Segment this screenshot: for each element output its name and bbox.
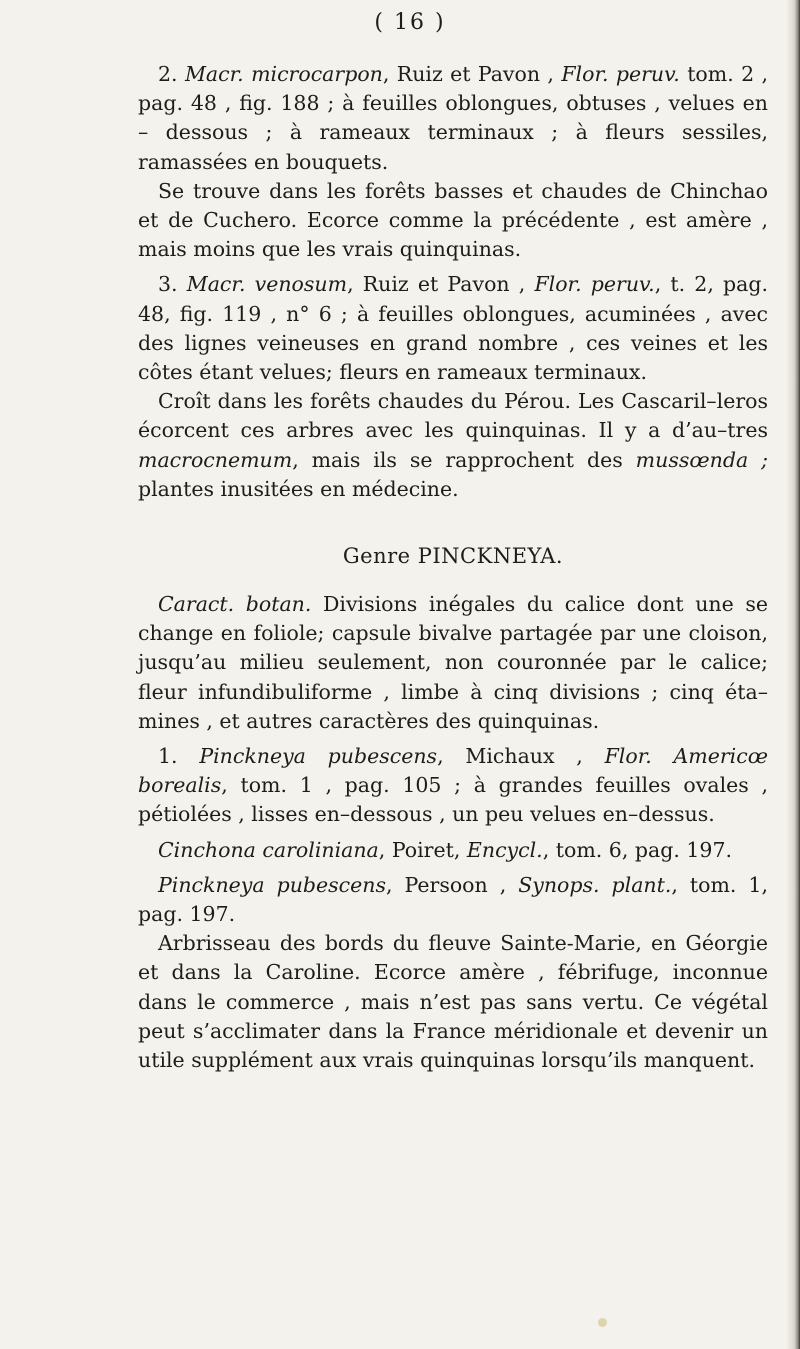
paragraph-habitat-venosum (138, 387, 768, 504)
synonym-name: Pinckneya pubescens (158, 872, 387, 897)
italic-term: mussœnda ; (635, 447, 768, 472)
italic-term: macrocnemum (138, 447, 293, 472)
synonym-name: Cinchona caroliniana (158, 837, 379, 862)
entry-text: tom. 2 , pag. 48 , fig. 188 ; à feuilles oblongues, obtuses , velues en – dessous ; à rameaux terminaux ; à fleurs sessiles, ramassées en bouquets. (138, 62, 769, 174)
paragraph-text: Divisions inégales du calice dont une se change en foliole; capsule bivalve partagée par une cloison, jusqu’au milieu seulement, non couronnée par le calice; fleur infundibuliforme , limbe à cinq divisions ; cinq éta–mines , et autres caractères des quinquinas. (138, 592, 768, 733)
synonym-pinckneya-persoon (138, 871, 768, 929)
entry-pinckneya-pubescens (138, 742, 768, 830)
species-name: venosum (254, 272, 348, 297)
reference-title: Flor. peruv. (561, 62, 680, 86)
synonym-cinchona-caroliniana (138, 836, 768, 865)
synonym-text: , Persoon , (386, 872, 507, 897)
genus-name: Macr. (184, 62, 244, 86)
entry-text: , t. 2, pag. 48, fig. 119 , n° 6 ; à feuilles oblongues, acuminées , avec des lignes veineuses en grand nombre , ces veines et les côtes étant velues; fleurs en rameaux terminaux. (138, 272, 768, 385)
reference-title: Flor. Americœ borealis (138, 744, 768, 798)
entry-macrocarpon (138, 60, 768, 177)
page-number: ( 16 ) (374, 10, 446, 35)
label-caract-botan: Caract. botan. (158, 592, 312, 617)
entry-number: 1. (158, 744, 178, 769)
reference-title: Synops. plant. (518, 872, 672, 897)
genus-name: Macr. (186, 272, 246, 297)
paragraph-botanical-characters (138, 590, 768, 736)
reference-title: Encycl. (466, 837, 543, 862)
paragraph-text: Croît dans les forêts chaudes du Pérou. Les Cascaril–leros écorcent ces arbres avec les quinquinas. Il y a d’au–tres (138, 389, 768, 443)
entry-text: , Michaux , (437, 744, 583, 769)
paragraph-text: , mais ils se rapprochent des (292, 447, 623, 472)
paragraph-description-arbrisseau: Arbrisseau des bords du fleuve Sainte-Marie, en Géorgie et dans la Caroline. Ecorce amère , fébrifuge, inconnue dans le commerce , mais n’est pas sans vertu. Ce végétal peut s’acclimater dans la France méridionale et devenir un utile supplément aux vrais quinquinas lorsqu’ils manquent. (138, 931, 768, 1073)
entry-venosum (138, 270, 768, 387)
species-name: Pinckneya pubescens (199, 744, 438, 769)
paragraph-habitat-macrocarpon: Se trouve dans les forêts basses et chaudes de Chinchao et de Cuchero. Ecorce comme la précédente , est amère , mais moins que les vrais quinquinas. (138, 178, 768, 262)
paragraph-text: plantes inusitées en médecine. (138, 476, 459, 501)
entry-text: , Ruiz et Pavon , (382, 62, 554, 86)
reference-title: Flor. peruv. (534, 272, 655, 297)
synonym-text: , Poiret, (378, 837, 461, 862)
entry-number: 3. (158, 272, 178, 297)
entry-text: , tom. 1 , pag. 105 ; à grandes feuilles ovales , pétiolées , lisses en–dessous , un peu velues en–dessus. (138, 773, 768, 827)
species-name: microcarpon (251, 62, 383, 86)
page-body (138, 60, 768, 1075)
entry-text: , Ruiz et Pavon , (347, 272, 526, 297)
synonym-text: , tom. 1, pag. 197. (138, 872, 768, 927)
paper-stain (598, 1318, 607, 1327)
section-heading-genre: Genre PINCKNEYA. (342, 544, 564, 569)
entry-number: 2. (158, 62, 178, 86)
page-edge-shadow (786, 0, 800, 1349)
synonym-text: , tom. 6, pag. 197. (542, 837, 733, 862)
